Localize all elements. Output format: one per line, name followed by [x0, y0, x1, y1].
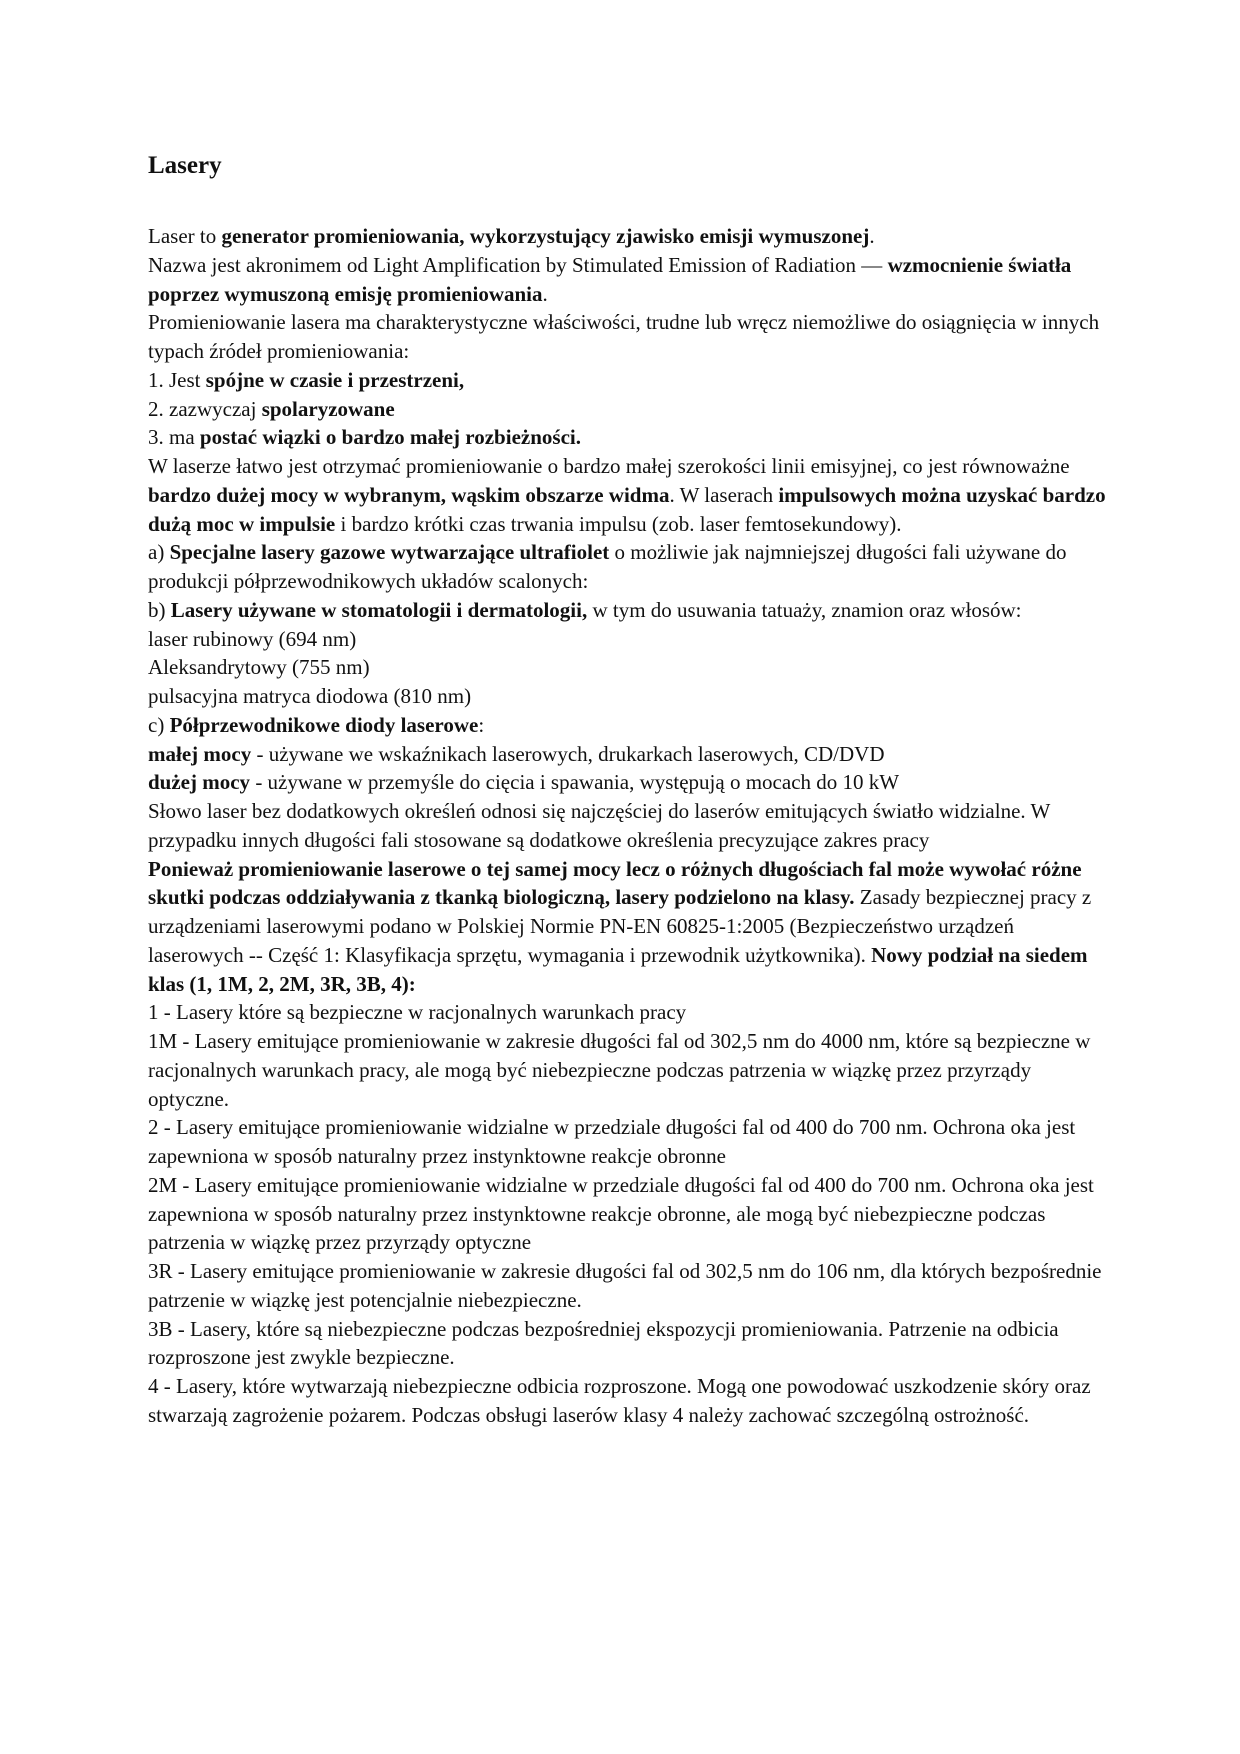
bold-text-run: bardzo dużej mocy w wybranym, wąskim obszarze widma	[148, 482, 670, 507]
text-run: 2. zazwyczaj	[148, 396, 262, 421]
document-paragraph	[148, 998, 1108, 1027]
document-body	[148, 222, 1108, 1430]
bold-text-run: generator promieniowania, wykorzystujący zjawisko emisji wymuszonej	[221, 224, 870, 248]
document-paragraph	[148, 596, 1108, 625]
document-paragraph	[148, 452, 1108, 538]
document-paragraph	[148, 1113, 1108, 1171]
text-run: - używane w przemyśle do cięcia i spawania, występują o mocach do 10 kW	[250, 770, 900, 795]
document-paragraph	[148, 1257, 1108, 1315]
text-run: 1 - Lasery które są bezpieczne w racjonalnych warunkach pracy	[148, 1000, 687, 1025]
document-paragraph	[148, 423, 1108, 452]
text-run: w tym do usuwania tatuaży, znamion oraz włosów:	[587, 597, 1022, 622]
text-run: .	[542, 281, 548, 306]
text-run: i bardzo krótki czas trwania impulsu (zob. laser femtosekundowy).	[335, 511, 902, 536]
document-paragraph	[148, 308, 1108, 366]
text-run: - używane we wskaźnikach laserowych, drukarkach laserowych, CD/DVD	[251, 741, 885, 766]
document-paragraph	[148, 366, 1108, 395]
bold-text-run: wzmocnienie światła poprzez wymuszoną emisję promieniowania	[148, 252, 1072, 306]
bold-text-run: Ponieważ promieniowanie laserowe o tej samej mocy lecz o różnych długościach fal może wywołać różne skutki podczas oddziaływania z tkanką biologiczną, lasery podzielono na klasy.	[148, 856, 1082, 910]
text-run: .	[869, 224, 875, 248]
document-paragraph	[148, 653, 1108, 682]
text-run: 2 - Lasery emitujące promieniowanie widzialne w przedziale długości fal od 400 do 700 nm. Ochrona oka jest zapewniona w sposób naturalny przez instynktowne reakcje obronne	[148, 1115, 1076, 1168]
document-paragraph	[148, 1372, 1108, 1430]
text-run: o możliwie jak najmniejszej długości fali używane do produkcji półprzewodnikowych układów scalonych:	[148, 540, 1067, 593]
bold-text-run: impulsowych można uzyskać bardzo dużą moc w impulsie	[148, 482, 1106, 536]
document-paragraph	[148, 855, 1108, 999]
document-paragraph	[148, 1171, 1108, 1257]
text-run: . W laserach	[669, 482, 779, 507]
text-run: :	[478, 712, 485, 737]
text-run: 4 - Lasery, które wytwarzają niebezpieczne odbicia rozproszone. Mogą one powodować uszkodzenie skóry oraz stwarzają zagrożenie pożarem. Podczas obsługi laserów klasy 4 należy zachować szczególną ostrożność.	[148, 1374, 1091, 1427]
text-run: b)	[148, 597, 171, 622]
document-page	[148, 146, 1108, 1430]
text-run: c)	[148, 712, 170, 737]
text-run: 1. Jest	[148, 367, 206, 392]
text-run: Aleksandrytowy (755 nm)	[148, 655, 370, 680]
document-paragraph	[148, 395, 1108, 424]
document-paragraph	[148, 797, 1108, 855]
document-paragraph	[148, 711, 1108, 740]
document-paragraph	[148, 1027, 1108, 1113]
text-run: pulsacyjna matryca diodowa (810 nm)	[148, 684, 472, 708]
text-run: W laserze łatwo jest otrzymać promieniowanie o bardzo małej szerokości linii emisyjnej, co jest równoważne	[148, 454, 1070, 478]
text-run: Zasady bezpiecznej pracy z urządzeniami laserowymi podano w Polskiej Normie PN-EN 60825-1:2005 (Bezpieczeństwo urządzeń laserowych -- Część 1: Klasyfikacja sprzętu, wymagania i przewodnik użytkownika).	[148, 885, 1092, 967]
bold-text-run: spolaryzowane	[261, 396, 395, 421]
bold-text-run: małej mocy	[148, 741, 252, 766]
document-paragraph	[148, 682, 1108, 711]
document-paragraph	[148, 1315, 1108, 1373]
bold-text-run: dużej mocy	[148, 770, 251, 795]
document-paragraph	[148, 740, 1108, 769]
document-paragraph	[148, 625, 1108, 654]
bold-text-run: Specjalne lasery gazowe wytwarzające ultrafiolet	[169, 540, 610, 565]
text-run: 3B - Lasery, które są niebezpieczne podczas bezpośredniej ekspozycji promieniowania. Patrzenie na odbicia rozproszone jest zwykle bezpieczne.	[148, 1316, 1059, 1370]
bold-text-run: postać wiązki o bardzo małej rozbieżności.	[199, 425, 581, 450]
document-paragraph	[148, 768, 1108, 797]
text-run: laser rubinowy (694 nm)	[148, 626, 357, 651]
document-paragraph	[148, 222, 1108, 251]
bold-text-run: Nowy podział na siedem klas (1, 1M, 2, 2M, 3R, 3B, 4):	[148, 942, 1088, 996]
text-run: 2M - Lasery emitujące promieniowanie widzialne w przedziale długości fal od 400 do 700 nm. Ochrona oka jest zapewniona w sposób naturalny przez instynktowne reakcje obronne, ale mogą być niebezpieczne podczas patrzenia w wiązkę przez przyrządy optyczne	[148, 1172, 1094, 1255]
text-run: a)	[148, 540, 170, 565]
bold-text-run: Półprzewodnikowe diody laserowe	[169, 712, 479, 737]
text-run: Słowo laser bez dodatkowych określeń odnosi się najczęściej do laserów emitujących światło widzialne. W przypadku innych długości fali stosowane są dodatkowe określenia precyzujące zakres pracy	[148, 799, 1050, 852]
document-title: Lasery	[148, 152, 222, 179]
text-run: Laser to	[148, 224, 222, 248]
text-run: Nazwa jest akronimem od Light Amplification by Stimulated Emission of Radiation —	[148, 252, 888, 277]
document-paragraph	[148, 251, 1108, 309]
text-run: Promieniowanie lasera ma charakterystyczne właściwości, trudne lub wręcz niemożliwe do osiągnięcia w innych typach źródeł promieniowania:	[148, 310, 1100, 363]
document-paragraph	[148, 538, 1108, 596]
text-run: 1M - Lasery emitujące promieniowanie w zakresie długości fal od 302,5 nm do 4000 nm, które są bezpieczne w racjonalnych warunkach pracy, ale mogą być niebezpieczne podczas patrzenia w wiązkę przez przyrządy optyczne.	[148, 1029, 1091, 1111]
text-run: 3. ma	[148, 425, 200, 450]
text-run: 3R - Lasery emitujące promieniowanie w zakresie długości fal od 302,5 nm do 106 nm, dla których bezpośrednie patrzenie w wiązkę jest potencjalnie niebezpieczne.	[148, 1259, 1102, 1312]
bold-text-run: Lasery używane w stomatologii i dermatologii,	[170, 597, 588, 622]
bold-text-run: spójne w czasie i przestrzeni,	[205, 367, 465, 392]
